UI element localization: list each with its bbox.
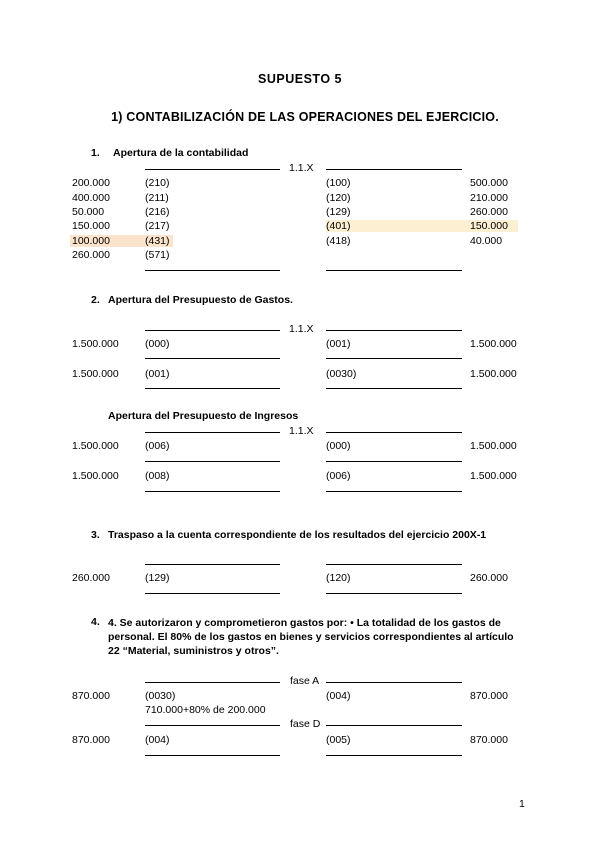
s1-row3-account-right: (129): [326, 206, 351, 218]
document-title: SUPUESTO 5: [258, 72, 342, 86]
s1-row3-account-left: (216): [145, 206, 170, 218]
divider-right: [326, 491, 462, 492]
s3-heading: [91, 529, 486, 541]
s1-date: 1.1.X: [289, 162, 314, 174]
s2-row2-amount-right: 1.500.000: [470, 368, 517, 380]
divider-right: [326, 725, 462, 726]
s1-row6-account-left: (571): [145, 249, 170, 261]
s3-row1-amount-right: 260.000: [470, 572, 508, 584]
s2b-row2-account-right: (006): [326, 470, 351, 482]
s3-number: 3.: [91, 529, 100, 541]
s3-heading-text: Traspaso a la cuenta correspondiente de los resultados del ejercicio 200X-1: [108, 529, 487, 541]
s1-row5-amount-left: 100.000: [70, 235, 141, 247]
divider-left: [145, 270, 280, 271]
divider-right: [326, 388, 462, 389]
s1-row4-account-right: (401): [326, 220, 462, 232]
divider-left: [145, 330, 280, 331]
s1-row1-account-right: (100): [326, 177, 351, 189]
s2-heading: [91, 294, 293, 306]
divider-left: [145, 432, 280, 433]
divider-right: [326, 593, 462, 594]
s1-row4-amount-left: 150.000: [72, 220, 110, 232]
divider-right: [326, 755, 462, 756]
s2-row2-account-left: (001): [145, 368, 170, 380]
s1-row2-amount-left: 400.000: [72, 192, 110, 204]
s3-row1-amount-left: 260.000: [72, 572, 110, 584]
divider-left: [145, 491, 280, 492]
s2b-date: 1.1.X: [289, 425, 314, 437]
s1-row5-account-left: (431): [141, 235, 173, 247]
s2-row1-account-right: (001): [326, 338, 351, 350]
divider-left: [145, 755, 280, 756]
s1-row3-amount-right: 260.000: [470, 206, 508, 218]
divider-right: [326, 564, 462, 565]
s4-rowA-amount-right: 870.000: [470, 690, 508, 702]
s4-rowA-account-right: (004): [326, 690, 351, 702]
s2-row1-account-left: (000): [145, 338, 170, 350]
s1-row6-amount-left: 260.000: [72, 249, 110, 261]
s4-rowD-account-left: (004): [145, 734, 170, 746]
s2b-row1-account-left: (006): [145, 440, 170, 452]
s2-date: 1.1.X: [289, 323, 314, 335]
divider-right: [326, 330, 462, 331]
s2-heading-text: Apertura del Presupuesto de Gastos.: [108, 294, 293, 306]
s1-row1-amount-right: 500.000: [470, 177, 508, 189]
divider-right: [326, 432, 462, 433]
s4-rowD-account-right: (005): [326, 734, 351, 746]
s3-row1-account-left: (129): [145, 572, 170, 584]
s4-number: 4.: [91, 616, 100, 628]
s1-row5-account-right: (418): [326, 235, 351, 247]
s2-row1-amount-left: 1.500.000: [72, 338, 119, 350]
s1-row4-account-left: (217): [145, 220, 170, 232]
section-title: 1) CONTABILIZACIÓN DE LAS OPERACIONES DEL EJERCICIO.: [111, 110, 499, 124]
divider-left: [145, 593, 280, 594]
s1-row1-account-left: (210): [145, 177, 170, 189]
s4-rowD-amount-right: 870.000: [470, 734, 508, 746]
divider-right: [326, 358, 462, 359]
divider-right: [326, 682, 462, 683]
s4-rowD-amount-left: 870.000: [72, 734, 110, 746]
s2-row2-account-right: (0030): [326, 368, 357, 380]
s1-row5-amount-right: 40.000: [470, 235, 503, 247]
s4-phase-a: fase A: [290, 675, 320, 687]
divider-left: [145, 725, 280, 726]
s3-row1-account-right: (120): [326, 572, 351, 584]
s2b-row2-amount-right: 1.500.000: [470, 470, 517, 482]
s2b-row1-amount-left: 1.500.000: [72, 440, 119, 452]
s4-phase-d: fase D: [290, 718, 321, 730]
s4-rowA-amount-left: 870.000: [72, 690, 110, 702]
divider-left: [145, 169, 280, 170]
divider-right: [326, 461, 462, 462]
s1-row2-account-left: (211): [145, 192, 169, 204]
divider-left: [145, 682, 280, 683]
s2-row1-amount-right: 1.500.000: [470, 338, 517, 350]
s1-row4-amount-right: 150.000: [462, 220, 518, 232]
s2b-row2-account-left: (008): [145, 470, 170, 482]
page-number: 1: [519, 798, 525, 810]
s4-rowA-account-left: (0030): [145, 690, 176, 702]
s4-rowA-note: 710.000+80% de 200.000: [145, 704, 266, 716]
s1-row2-amount-right: 210.000: [470, 192, 508, 204]
s1-heading: [91, 147, 248, 159]
s1-row2-account-right: (120): [326, 192, 351, 204]
divider-left: [145, 461, 280, 462]
divider-right: [326, 270, 462, 271]
divider-left: [145, 358, 280, 359]
s2b-heading: Apertura del Presupuesto de Ingresos: [108, 410, 299, 422]
s2-number: 2.: [91, 294, 100, 306]
divider-left: [145, 388, 280, 389]
s2b-row2-amount-left: 1.500.000: [72, 470, 119, 482]
s1-number: 1.: [91, 147, 100, 159]
s1-row3-amount-left: 50.000: [72, 206, 105, 218]
divider-left: [145, 564, 280, 565]
s1-heading-text: Apertura de la contabilidad: [113, 147, 249, 159]
s4-heading: 4. Se autorizaron y comprometieron gastos por: • La totalidad de los gastos de personal. El 80% de los gastos en bienes y servicios correspondientes al artículo 22 “Material, suministros y otros”.: [108, 617, 514, 657]
s1-row1-amount-left: 200.000: [72, 177, 110, 189]
s2b-row1-account-right: (000): [326, 440, 351, 452]
divider-right: [326, 169, 462, 170]
s2-row2-amount-left: 1.500.000: [72, 368, 119, 380]
s2b-row1-amount-right: 1.500.000: [470, 440, 517, 452]
